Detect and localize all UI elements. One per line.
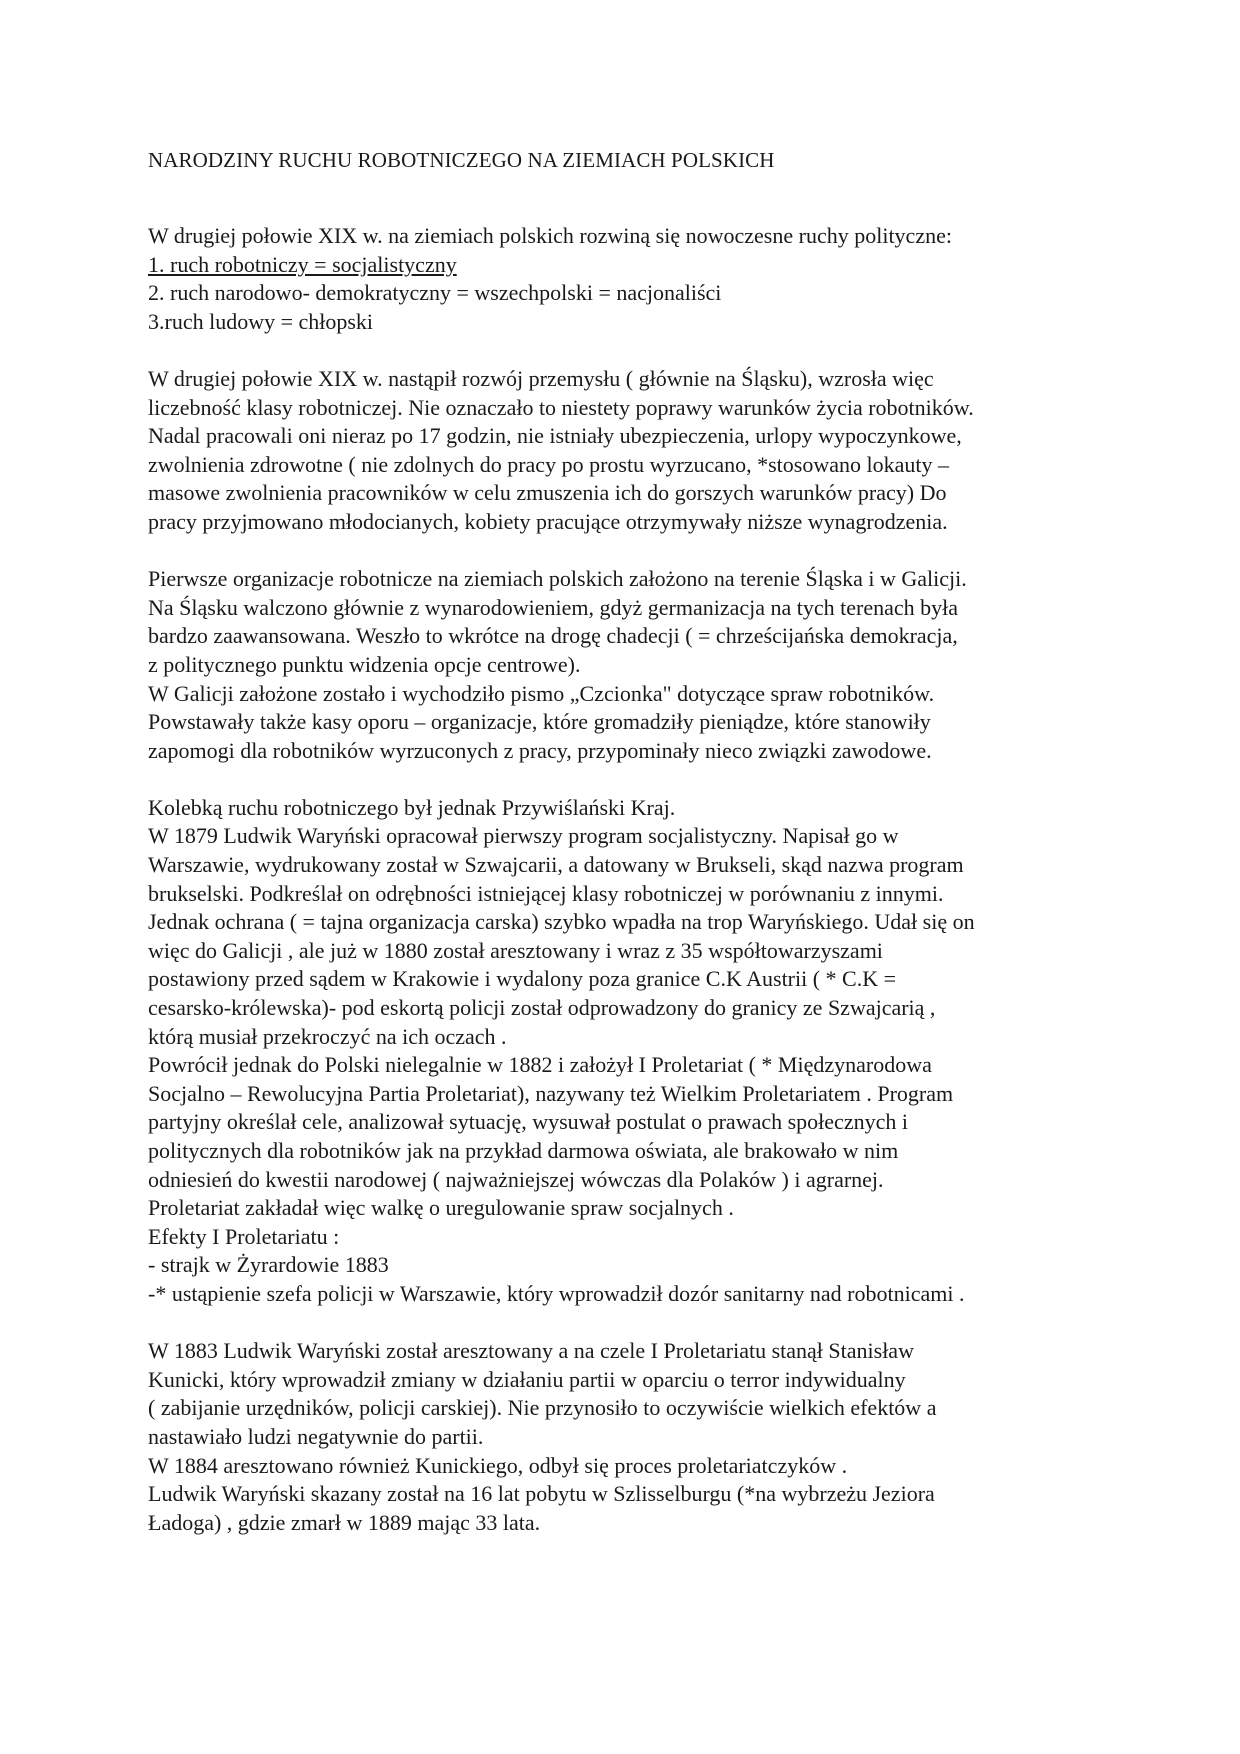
text-line: Warszawie, wydrukowany został w Szwajcarii, a datowany w Brukseli, skąd nazwa program xyxy=(148,852,964,878)
text-line: odniesień do kwestii narodowej ( najważniejszej wówczas dla Polaków ) i agrarnej. xyxy=(148,1166,884,1192)
intro-line: W drugiej połowie XIX w. na ziemiach polskich rozwiną się nowoczesne ruchy polityczne: xyxy=(148,223,952,248)
text-line: W 1884 aresztowano również Kunickiego, odbył się proces proletariatczyków . xyxy=(148,1452,848,1478)
text-line: brukselski. Podkreślał on odrębności istniejącej klasy robotniczej w porównaniu z innymi. xyxy=(148,880,944,906)
text-line: bardzo zaawansowana. Weszło to wkrótce na drogę chadecji ( = chrześcijańska demokracja, xyxy=(148,623,958,649)
text-line: Socjalno – Rewolucyjna Partia Proletariat), nazywany też Wielkim Proletariatem . Program xyxy=(148,1080,954,1106)
text-line: postawiony przed sądem w Krakowie i wydalony poza granice C.K Austrii ( * C.K = xyxy=(148,966,897,992)
text-line: z politycznego punktu widzenia opcje centrowe). xyxy=(148,651,581,677)
text-line: Kolebką ruchu robotniczego był jednak Przywiślański Kraj. xyxy=(148,794,676,820)
text-line: -* ustąpienie szefa policji w Warszawie, który wprowadził dozór sanitarny nad robotnicami . xyxy=(148,1280,965,1306)
text-line: Powstawały także kasy oporu – organizacje, które gromadziły pieniądze, które stanowiły xyxy=(148,709,931,735)
list-item-1-text: 1. ruch robotniczy = socjalistyczny xyxy=(148,251,457,277)
text-line: cesarsko-królewska)- pod eskortą policji został odprowadzony do granicy ze Szwajcarią , xyxy=(148,995,936,1021)
text-line: Pierwsze organizacje robotnicze na ziemiach polskich założono na terenie Śląska i w Galicji. xyxy=(148,566,967,592)
text-line: zwolnienia zdrowotne ( nie zdolnych do pracy po prostu wyrzucano, *stosowano lokauty – xyxy=(148,451,949,477)
text-line: Na Śląsku walczono głównie z wynarodowieniem, gdyż germanizacja na tych terenach była xyxy=(148,594,959,620)
text-line: pracy przyjmowano młodocianych, kobiety pracujące otrzymywały niższe wynagrodzenia. xyxy=(148,508,948,534)
list-item-1 xyxy=(148,251,1108,280)
text-line: - strajk w Żyrardowie 1883 xyxy=(148,1252,389,1278)
text-line: politycznych dla robotników jak na przykład darmowa oświata, ale brakowało w nim xyxy=(148,1138,899,1163)
text-line: liczebność klasy robotniczej. Nie oznaczało to niestety poprawy warunków życia robotników. xyxy=(148,394,974,420)
document-title: NARODZINY RUCHU ROBOTNICZEGO NA ZIEMIACH POLSKICH xyxy=(148,148,775,172)
paragraph-gap xyxy=(148,537,1108,566)
paragraph-kunicki xyxy=(148,1337,1108,1537)
text-line: Efekty I Proletariatu : xyxy=(148,1223,340,1249)
text-line: Ładoga) , gdzie zmarł w 1889 mając 33 lata. xyxy=(148,1509,541,1535)
text-line: partyjny określał cele, analizował sytuację, wysuwał postulat o prawach społecznych i xyxy=(148,1109,908,1135)
paragraph-gap xyxy=(148,336,1108,365)
text-line: nastawiało ludzi negatywnie do partii. xyxy=(148,1423,484,1449)
text-line: więc do Galicji , ale już w 1880 został aresztowany i wraz z 35 współtowarzyszami xyxy=(148,937,883,963)
text-line: Jednak ochrana ( = tajna organizacja carska) szybko wpadła na trop Waryńskiego. Udał się on xyxy=(148,909,975,935)
text-line: masowe zwolnienia pracowników w celu zmuszenia ich do gorszych warunków pracy) Do xyxy=(148,480,947,506)
text-line: Kunicki, który wprowadził zmiany w działaniu partii w oparciu o terror indywidualny xyxy=(148,1366,906,1392)
text-line: Proletariat zakładał więc walkę o uregulowanie spraw socjalnych . xyxy=(148,1195,734,1221)
text-line: Nadal pracowali oni nieraz po 17 godzin, nie istniały ubezpieczenia, urlopy wypoczynkowe, xyxy=(148,423,962,449)
document-page xyxy=(148,146,1108,1537)
text-line: ( zabijanie urzędników, policji carskiej). Nie przynosiło to oczywiście wielkich efektów a xyxy=(148,1395,937,1421)
list-item-2: 2. ruch narodowo- demokratyczny = wszechpolski = nacjonaliści xyxy=(148,280,722,306)
list-item-3: 3.ruch ludowy = chłopski xyxy=(148,308,374,334)
text-line: W drugiej połowie XIX w. nastąpił rozwój przemysłu ( głównie na Śląsku), wzrosła więc xyxy=(148,365,934,391)
text-line: którą musiał przekroczyć na ich oczach . xyxy=(148,1023,507,1049)
paragraph-warynski xyxy=(148,794,1108,1309)
text-line: W Galicji założone zostało i wychodziło pismo „Czcionka" dotyczące spraw robotników. xyxy=(148,680,935,706)
paragraph-gap xyxy=(148,1309,1108,1338)
text-line: Ludwik Waryński skazany został na 16 lat pobytu w Szlisselburgu (*na wybrzeżu Jeziora xyxy=(148,1481,935,1507)
paragraph-industry xyxy=(148,365,1108,537)
text-line: W 1879 Ludwik Waryński opracował pierwszy program socjalistyczny. Napisał go w xyxy=(148,823,899,849)
text-line: zapomogi dla robotników wyrzuconych z pracy, przypominały nieco związki zawodowe. xyxy=(148,737,932,763)
paragraph-gap xyxy=(148,765,1108,794)
text-line: W 1883 Ludwik Waryński został aresztowany a na czele I Proletariatu stanął Stanisław xyxy=(148,1338,914,1364)
intro-paragraph xyxy=(148,222,1108,336)
text-line: Powrócił jednak do Polski nielegalnie w 1882 i założył I Proletariat ( * Międzynarodowa xyxy=(148,1052,932,1078)
paragraph-organizations xyxy=(148,565,1108,765)
